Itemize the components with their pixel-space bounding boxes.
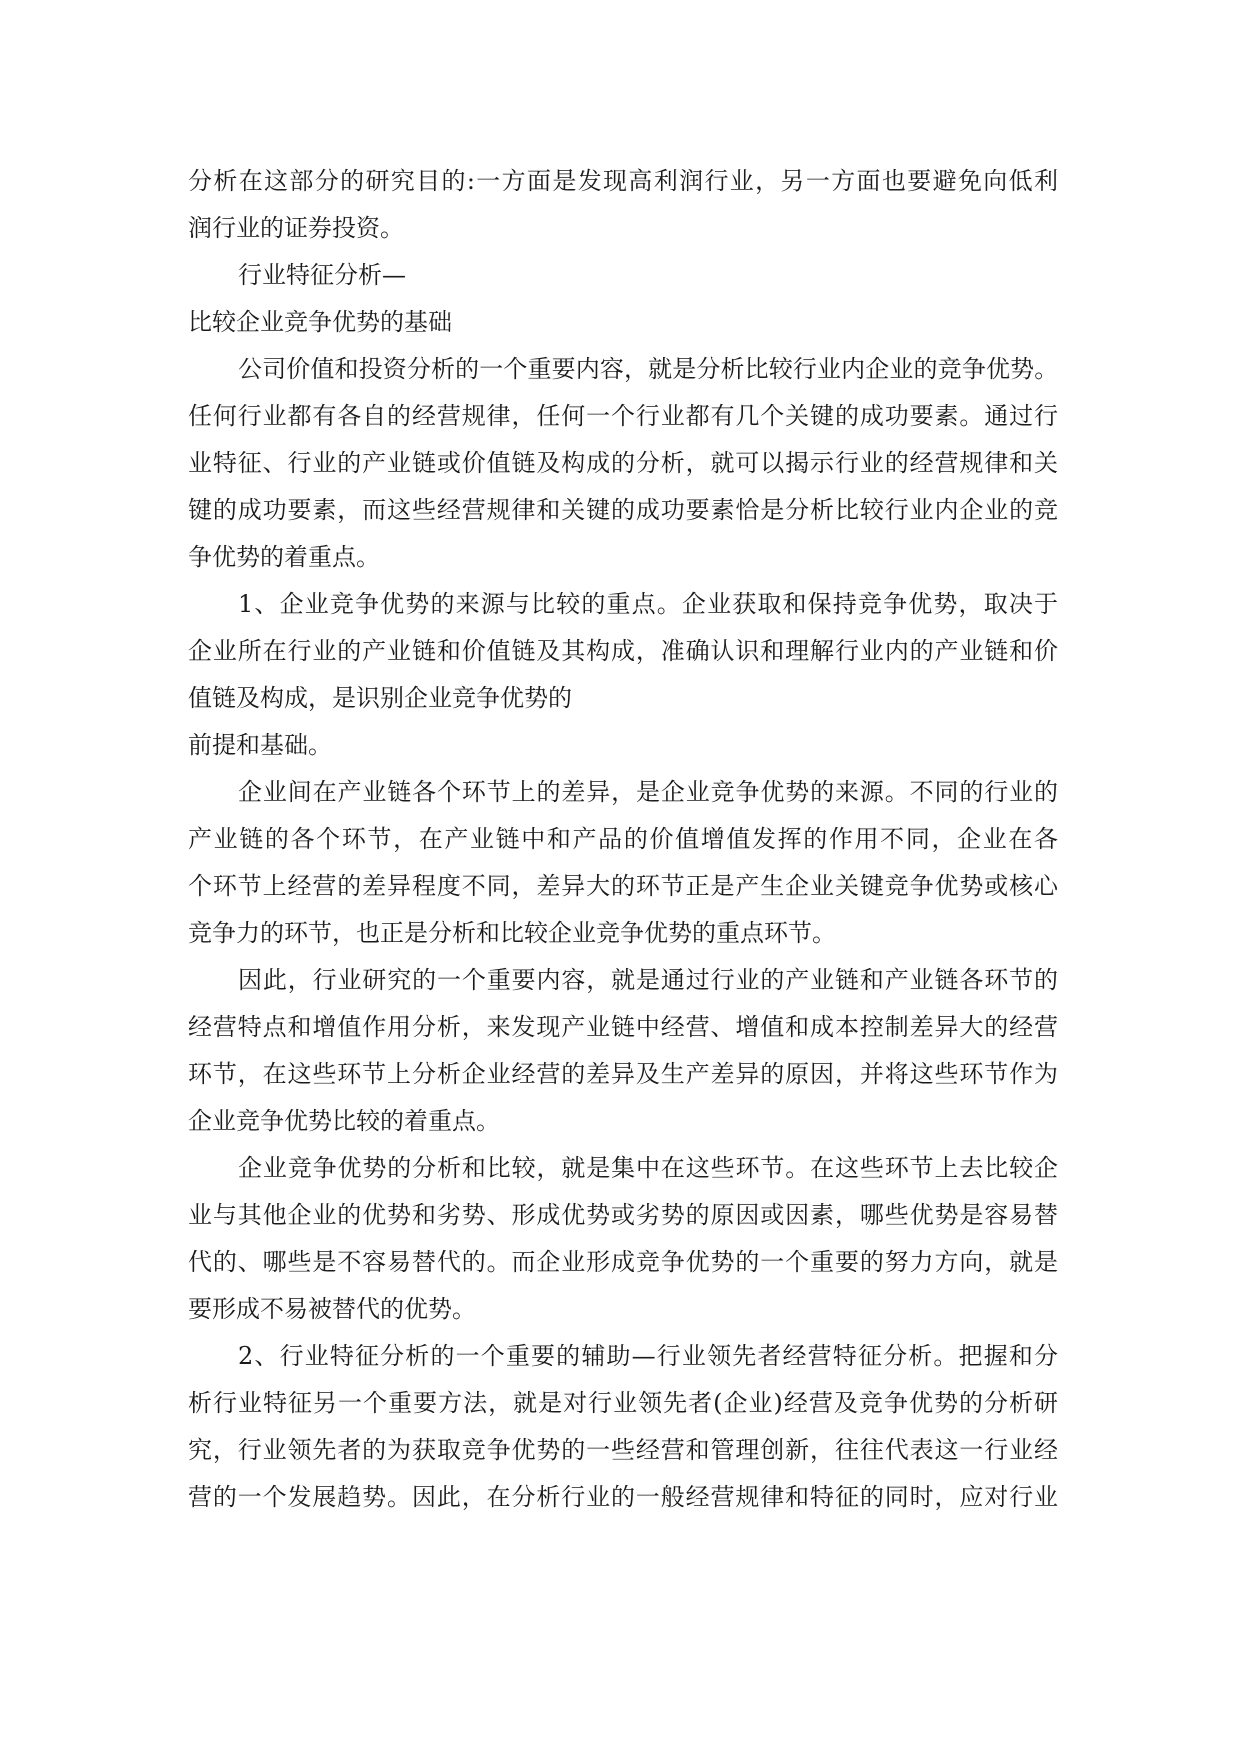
paragraph-line: 任何行业都有各自的经营规律，任何一个行业都有几个关键的成功要素。通过行 xyxy=(188,402,1058,430)
paragraph-line: 企业间在产业链各个环节上的差异，是企业竞争优势的来源。不同的行业的 xyxy=(238,778,1058,806)
paragraph-line: 个环节上经营的差异程度不同，差异大的环节正是产生企业关键竞争优势或核心 xyxy=(188,872,1058,900)
paragraph-line: 1、企业竞争优势的来源与比较的重点。企业获取和保持竞争优势，取决于 xyxy=(238,590,1058,618)
paragraph-line: 争优势的着重点。 xyxy=(188,543,380,571)
paragraph-line: 润行业的证券投资。 xyxy=(188,214,404,242)
paragraph-line: 业与其他企业的优势和劣势、形成优势或劣势的原因或因素，哪些优势是容易替 xyxy=(188,1201,1058,1229)
paragraph-line: 竞争力的环节，也正是分析和比较企业竞争优势的重点环节。 xyxy=(188,919,836,947)
paragraph-line: 代的、哪些是不容易替代的。而企业形成竞争优势的一个重要的努力方向，就是 xyxy=(188,1248,1058,1276)
paragraph-line: 业特征、行业的产业链或价值链及构成的分析，就可以揭示行业的经营规律和关 xyxy=(188,449,1058,477)
paragraph-line: 要形成不易被替代的优势。 xyxy=(188,1295,476,1323)
paragraph-line: 2、行业特征分析的一个重要的辅助—行业领先者经营特征分析。把握和分 xyxy=(238,1342,1058,1370)
paragraph-line: 企业所在行业的产业链和价值链及其构成，准确认识和理解行业内的产业链和价 xyxy=(188,637,1058,665)
paragraph-line: 营的一个发展趋势。因此，在分析行业的一般经营规律和特征的同时，应对行业 xyxy=(188,1483,1058,1511)
paragraph-line: 企业竞争优势的分析和比较，就是集中在这些环节。在这些环节上去比较企 xyxy=(238,1154,1058,1182)
paragraph-line: 分析在这部分的研究目的:一方面是发现高利润行业，另一方面也要避免向低利 xyxy=(188,167,1058,195)
paragraph-line: 企业竞争优势比较的着重点。 xyxy=(188,1107,500,1135)
document-body xyxy=(188,158,1058,1521)
paragraph-line: 环节，在这些环节上分析企业经营的差异及生产差异的原因，并将这些环节作为 xyxy=(188,1060,1058,1088)
paragraph-line: 究，行业领先者的为获取竞争优势的一些经营和管理创新，往往代表这一行业经 xyxy=(188,1436,1058,1464)
paragraph-line: 键的成功要素，而这些经营规律和关键的成功要素恰是分析比较行业内企业的竞 xyxy=(188,496,1058,524)
paragraph-line: 因此，行业研究的一个重要内容，就是通过行业的产业链和产业链各环节的 xyxy=(238,966,1058,994)
paragraph-line: 前提和基础。 xyxy=(188,731,332,759)
paragraph-line: 析行业特征另一个重要方法，就是对行业领先者(企业)经营及竞争优势的分析研 xyxy=(188,1389,1058,1417)
paragraph-line: 产业链的各个环节，在产业链中和产品的价值增值发挥的作用不同，企业在各 xyxy=(188,825,1058,853)
section-heading-line: 比较企业竞争优势的基础 xyxy=(188,308,452,336)
paragraph-line: 经营特点和增值作用分析，来发现产业链中经营、增值和成本控制差异大的经营 xyxy=(188,1013,1058,1041)
paragraph-line: 值链及构成，是识别企业竞争优势的 xyxy=(188,684,572,712)
paragraph-line: 公司价值和投资分析的一个重要内容，就是分析比较行业内企业的竞争优势。 xyxy=(238,355,1058,383)
section-heading-line: 行业特征分析— xyxy=(238,261,406,289)
